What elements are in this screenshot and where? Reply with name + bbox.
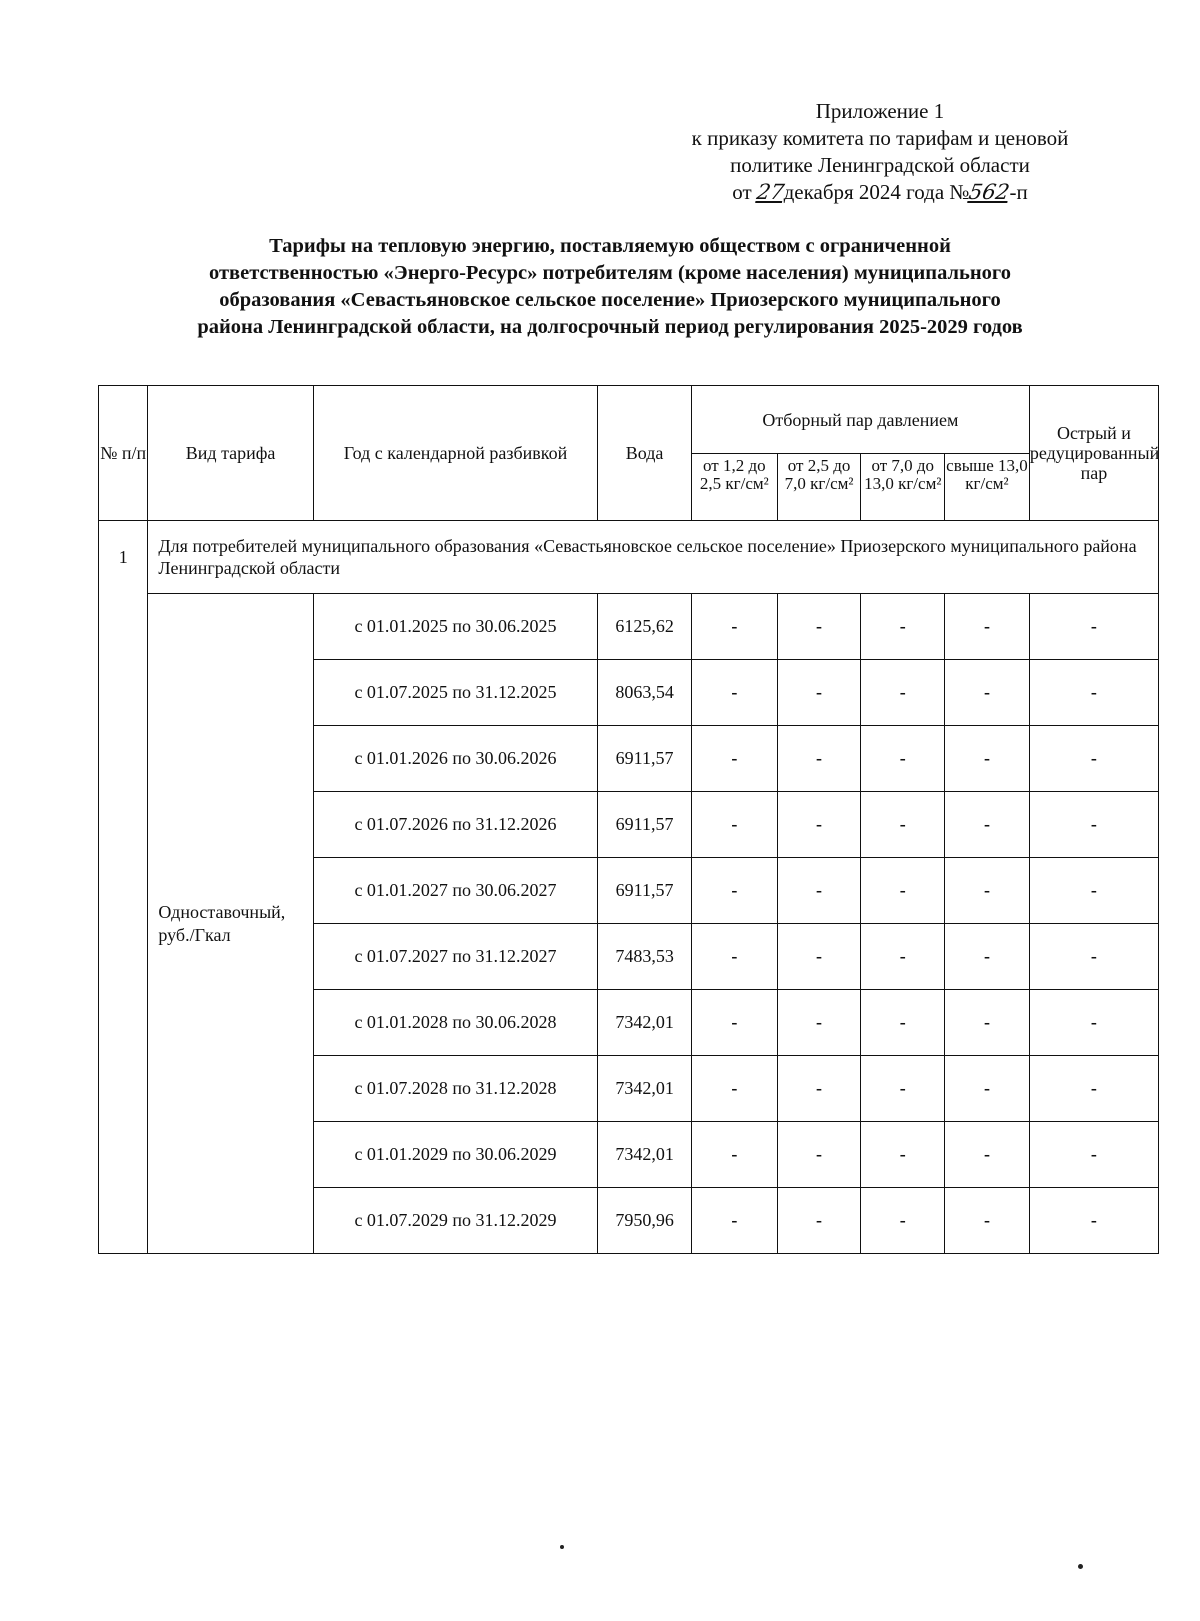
scan-speck: [560, 1545, 564, 1549]
steam-3-value: -: [861, 924, 945, 990]
steam-3-value: -: [861, 1122, 945, 1188]
tariff-kind: Одноставочный, руб./Гкал: [148, 594, 313, 1254]
steam-2-value: -: [777, 1056, 861, 1122]
header-year: Год с календарной разбивкой: [313, 386, 597, 521]
steam-4-value: -: [945, 726, 1030, 792]
handwritten-day: 27: [754, 180, 786, 204]
table-row: [99, 594, 1159, 660]
document-title: [80, 233, 1140, 341]
row-number: 1: [99, 521, 148, 1254]
steam-2-value: -: [777, 1188, 861, 1254]
water-value: 8063,54: [598, 660, 692, 726]
steam-1-value: -: [691, 660, 777, 726]
water-value: 6911,57: [598, 726, 692, 792]
steam-2-value: -: [777, 1122, 861, 1188]
steam-4-value: -: [945, 1188, 1030, 1254]
header-steam-3: от 7,0 до 13,0 кг/см²: [861, 454, 945, 521]
sharp-steam-value: -: [1029, 1056, 1158, 1122]
steam-4-value: -: [945, 1056, 1030, 1122]
water-value: 6125,62: [598, 594, 692, 660]
handwritten-order-number: 562: [967, 180, 1012, 204]
steam-4-value: -: [945, 792, 1030, 858]
period-cell: с 01.01.2029 по 30.06.2029: [313, 1122, 597, 1188]
steam-3-value: -: [861, 792, 945, 858]
period-cell: с 01.07.2028 по 31.12.2028: [313, 1056, 597, 1122]
header-steam-2: от 2,5 до 7,0 кг/см²: [777, 454, 861, 521]
steam-2-value: -: [777, 924, 861, 990]
header-tariff-type: Вид тарифа: [148, 386, 313, 521]
water-value: 7342,01: [598, 990, 692, 1056]
steam-4-value: -: [945, 594, 1030, 660]
steam-3-value: -: [861, 1188, 945, 1254]
steam-2-value: -: [777, 726, 861, 792]
period-cell: с 01.07.2027 по 31.12.2027: [313, 924, 597, 990]
steam-2-value: -: [777, 858, 861, 924]
sharp-steam-value: -: [1029, 726, 1158, 792]
sharp-steam-value: -: [1029, 1122, 1158, 1188]
date-mid: декабря 2024 года №: [783, 180, 970, 204]
water-value: 7342,01: [598, 1122, 692, 1188]
sharp-steam-value: -: [1029, 924, 1158, 990]
steam-1-value: -: [691, 1188, 777, 1254]
steam-1-value: -: [691, 1056, 777, 1122]
steam-1-value: -: [691, 792, 777, 858]
steam-4-value: -: [945, 660, 1030, 726]
steam-3-value: -: [861, 1056, 945, 1122]
sharp-steam-value: -: [1029, 792, 1158, 858]
steam-2-value: -: [777, 990, 861, 1056]
header-water: Вода: [598, 386, 692, 521]
title-line: ответственностью «Энерго-Ресурс» потребителям (кроме населения) муниципального: [209, 262, 1011, 284]
steam-3-value: -: [861, 594, 945, 660]
sharp-steam-value: -: [1029, 660, 1158, 726]
date-prefix: от: [732, 180, 757, 204]
period-cell: с 01.01.2027 по 30.06.2027: [313, 858, 597, 924]
water-value: 7950,96: [598, 1188, 692, 1254]
steam-4-value: -: [945, 990, 1030, 1056]
steam-3-value: -: [861, 990, 945, 1056]
header-steam-group: Отборный пар давлением: [691, 386, 1029, 454]
title-line: района Ленинградской области, на долгосрочный период регулирования 2025-2029 годов: [197, 316, 1023, 338]
sharp-steam-value: -: [1029, 990, 1158, 1056]
title-line: Тарифы на тепловую энергию, поставляемую обществом с ограниченной: [269, 235, 951, 257]
tariff-table: [98, 385, 1159, 1254]
header-steam-1: от 1,2 до 2,5 кг/см²: [691, 454, 777, 521]
appendix-committee: политике Ленинградской области: [730, 153, 1030, 177]
steam-1-value: -: [691, 924, 777, 990]
steam-4-value: -: [945, 858, 1030, 924]
steam-3-value: -: [861, 858, 945, 924]
steam-1-value: -: [691, 594, 777, 660]
period-cell: с 01.01.2028 по 30.06.2028: [313, 990, 597, 1056]
steam-2-value: -: [777, 792, 861, 858]
water-value: 6911,57: [598, 792, 692, 858]
consumer-group: Для потребителей муниципального образования «Севастьяновское сельское поселение» Приозерского муниципального района Ленинградской области: [148, 521, 1159, 594]
steam-3-value: -: [861, 726, 945, 792]
steam-1-value: -: [691, 1122, 777, 1188]
header-sharp-steam: Острый и редуцированный пар: [1029, 386, 1158, 521]
steam-1-value: -: [691, 858, 777, 924]
period-cell: с 01.07.2029 по 31.12.2029: [313, 1188, 597, 1254]
steam-1-value: -: [691, 990, 777, 1056]
header-num: № п/п: [99, 386, 148, 521]
header-steam-4: свыше 13,0 кг/см²: [945, 454, 1030, 521]
title-line: образования «Севастьяновское сельское поселение» Приозерского муниципального: [219, 289, 1001, 311]
order-suffix: -п: [1009, 180, 1028, 204]
sharp-steam-value: -: [1029, 1188, 1158, 1254]
sharp-steam-value: -: [1029, 858, 1158, 924]
water-value: 7483,53: [598, 924, 692, 990]
steam-3-value: -: [861, 660, 945, 726]
steam-1-value: -: [691, 726, 777, 792]
steam-4-value: -: [945, 924, 1030, 990]
appendix-date-line: [640, 179, 1120, 206]
period-cell: с 01.01.2025 по 30.06.2025: [313, 594, 597, 660]
water-value: 7342,01: [598, 1056, 692, 1122]
steam-2-value: -: [777, 594, 861, 660]
period-cell: с 01.01.2026 по 30.06.2026: [313, 726, 597, 792]
steam-2-value: -: [777, 660, 861, 726]
appendix-title: Приложение 1: [815, 99, 945, 123]
sharp-steam-value: -: [1029, 594, 1158, 660]
appendix-header: [640, 98, 1120, 206]
appendix-order-ref: к приказу комитета по тарифам и ценовой: [691, 126, 1069, 150]
period-cell: с 01.07.2025 по 31.12.2025: [313, 660, 597, 726]
water-value: 6911,57: [598, 858, 692, 924]
steam-4-value: -: [945, 1122, 1030, 1188]
scan-speck: [1078, 1564, 1083, 1569]
period-cell: с 01.07.2026 по 31.12.2026: [313, 792, 597, 858]
